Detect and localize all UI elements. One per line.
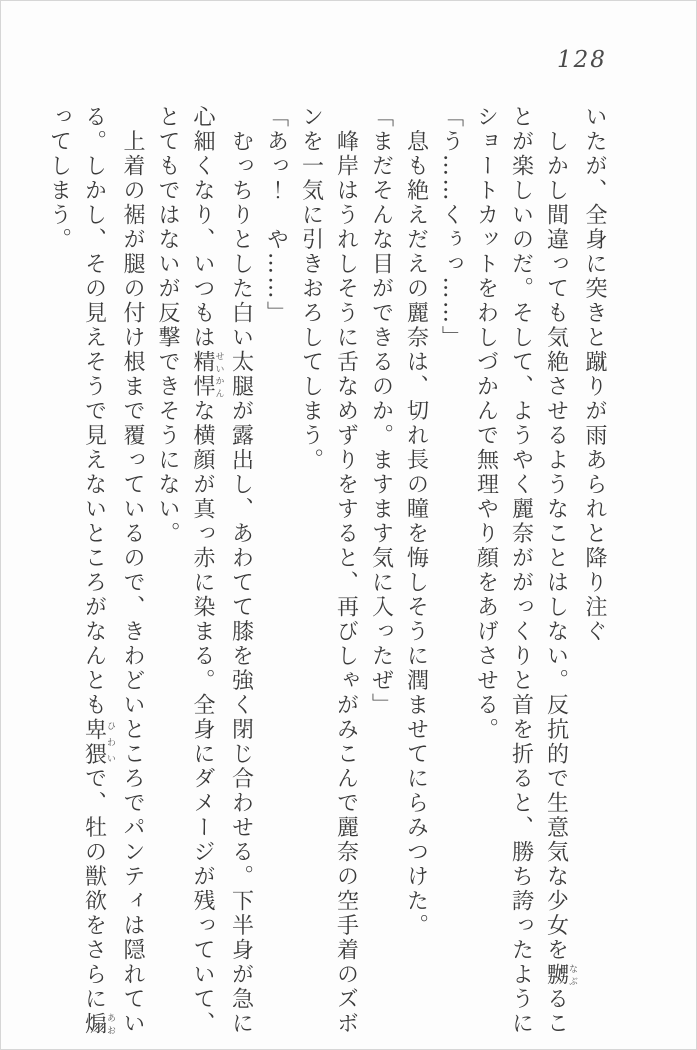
page-number: 128 xyxy=(557,47,607,73)
text-line: ンを一気に引きおろしてしまう。 xyxy=(298,105,324,473)
text-line: 上着の裾が腿の付け根まで覆っているので、きわどいところでパンティは隠れてい xyxy=(120,105,145,1036)
text-line: むっちりとした白い太腿が露出し、あわてて膝を強く閉じ合わせる。下半身が急に xyxy=(228,105,254,1036)
furigana: ひわい xyxy=(105,717,115,767)
text-line: 心細くなり、いつもは精悍せいかんな横顔が真っ赤に染まる。全身にダメージが残っていて、 xyxy=(190,105,224,1036)
text-line: いたが、全身に突きと蹴りが雨あられと降り注ぐ xyxy=(582,105,607,644)
vertical-text-area xyxy=(42,105,613,1041)
text-line: とてもではないが反撃できそうにない。 xyxy=(155,105,180,546)
ruby-annotated-text: 卑猥ひわい xyxy=(81,717,115,767)
ruby-annotated-text: 精悍せいかん xyxy=(190,350,224,399)
furigana: なぶ xyxy=(567,962,577,987)
ruby-annotated-text: 嬲なぶ xyxy=(543,962,577,987)
text-line: 息も絶えだえの麗奈は、切れ長の瞳を悔しそうに潤ませてにらみつけた。 xyxy=(403,105,429,938)
text-line: 「まだそんな目ができるのか。ますます気に入ったぜ」 xyxy=(368,105,394,718)
text-line: ショートカットをわしづかんで無理やり顔をあげさせる。 xyxy=(473,105,499,742)
text-line: る。しかし、その見えそうで見えないところがなんとも卑猥ひわいで、牡の獣欲をさらに煽あお xyxy=(81,105,115,1036)
ruby-annotated-text: 煽あお xyxy=(81,1011,115,1036)
text-line: しかし間違っても気絶させるようなことはしない。反抗的で生意気な少女を嬲なぶるこ xyxy=(543,105,577,1036)
text-line: とが楽しいのだ。そして、ようやく麗奈ががっくりと首を折ると、勝ち誇ったように xyxy=(508,105,534,1036)
furigana: あお xyxy=(105,1011,115,1036)
text-line: ってしまう。 xyxy=(46,105,72,252)
text-line: 峰岸はうれしそうに舌なめずりをすると、再びしゃがみこんで麗奈の空手着のズボ xyxy=(333,105,359,1036)
furigana: せいかん xyxy=(213,350,224,399)
text-line: 「う……くぅっ……」 xyxy=(438,105,464,350)
text-line: 「あっ！ や……」 xyxy=(263,105,289,326)
